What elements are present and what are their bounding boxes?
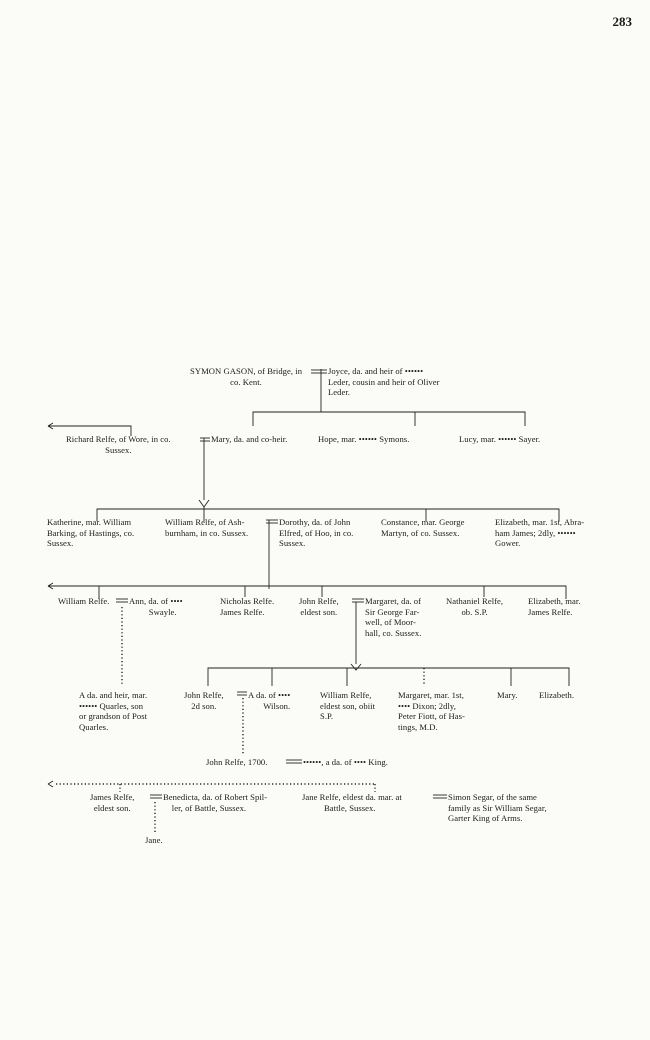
nathaniel-relfe: Nathaniel Relfe, ob. S.P. [446,596,504,617]
nicholas-relfe: Nicholas Relfe. James Relfe. [220,596,275,617]
jane: Jane. [145,835,163,845]
page-number: 283 [612,14,632,29]
elizabeth-gen3: Elizabeth, mar. 1st, Abra- ham James; 2dly, •••••• Gower. [495,517,585,549]
king-daughter: ••••••, a da. of •••• King. [303,757,388,767]
a-da-quarles: A da. and heir, mar. •••••• Quarles, son or grandson of Post Quarles. [79,690,148,732]
richard-relfe: Richard Relfe, of Wore, in co. Sussex. [66,434,171,455]
hope-symons: Hope, mar. •••••• Symons. [318,434,410,444]
william-relfe-gen4: William Relfe. [58,596,110,606]
margaret-dixon: Margaret, mar. 1st, •••• Dixon; 2dly, Peter Fiott, of Has- tings, M.D. [398,690,465,732]
joyce: Joyce, da. and heir of •••••• Leder, cousin and heir of Oliver Leder. [328,366,440,398]
simon-segar: Simon Segar, of the same family as Sir William Segar, Garter King of Arms. [448,792,547,824]
katherine: Katherine, mar. William Barking, of Hastings, co. Sussex. [47,517,135,549]
lucy-sayer: Lucy, mar. •••••• Sayer. [459,434,541,444]
constance: Constance, mar. George Martyn, of co. Sussex. [381,517,465,538]
jane-relfe-battle: Jane Relfe, eldest da. mar. at Battle, Sussex. [302,792,402,813]
benedicta-spiller: Benedicta, da. of Robert Spil- ler, of Battle, Sussex. [163,792,268,813]
elizabeth-gen5: Elizabeth. [539,690,575,700]
mary-gen5: Mary. [497,690,518,700]
dorothy: Dorothy, da. of John Elfred, of Hoo, in co. Sussex. [279,517,354,549]
ann-swayle: Ann, da. of •••• Swayle. [129,596,183,617]
a-da-wilson: A da. of •••• Wilson. [248,690,291,711]
elizabeth-gen4: Elizabeth, mar. James Relfe. [528,596,581,617]
john-relfe-2d-son: John Relfe, 2d son. [184,690,224,711]
william-relfe-ashburnham: William Relfe, of Ash- burnham, in co. Sussex. [165,517,249,538]
john-relfe-1700: John Relfe, 1700. [206,757,268,767]
mary-co-heir: Mary, da. and co-heir. [211,434,288,444]
margaret-farwell: Margaret, da. of Sir George Far- well, of Moor- hall, co. Sussex. [365,596,422,638]
john-relfe-gen4: John Relfe, eldest son. [299,596,339,617]
william-relfe-gen5: William Relfe, eldest son, obiit S.P. [320,690,376,722]
symon-gason: SYMON GASON, of Bridge, in co. Kent. [190,366,303,387]
james-relfe: James Relfe, eldest son. [90,792,135,813]
